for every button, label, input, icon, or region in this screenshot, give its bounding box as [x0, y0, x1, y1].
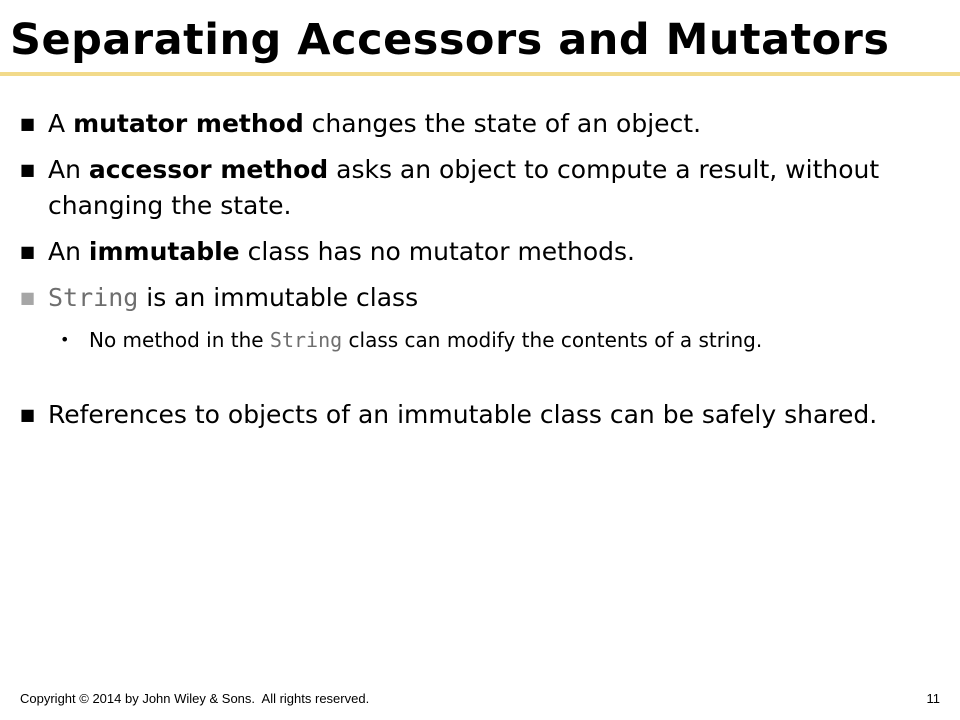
square-bullet-icon: ■ — [20, 160, 36, 179]
square-bullet-icon: ■ — [20, 242, 36, 261]
bullet-text: A mutator method changes the state of an object. — [48, 109, 702, 138]
code-string: String — [269, 328, 343, 352]
term-accessor-method: accessor method — [88, 155, 329, 184]
bullet-item-immutable — [20, 234, 950, 270]
bullet-text: References to objects of an immutable class can be safely shared. — [48, 400, 878, 429]
code-string: String — [48, 283, 139, 312]
dot-bullet-icon: • — [60, 330, 70, 349]
bullet-item-accessor — [20, 152, 950, 224]
bullet-item-references — [20, 397, 950, 433]
page-number: 11 — [926, 691, 940, 706]
sub-bullet-item-string — [60, 325, 910, 355]
term-immutable: immutable — [88, 237, 240, 266]
square-bullet-icon: ■ — [20, 288, 36, 307]
title-underline — [0, 72, 960, 76]
footer-copyright: Copyright © 2014 by John Wiley & Sons. All rights reserved. — [20, 691, 370, 706]
square-bullet-icon: ■ — [20, 114, 36, 133]
bullet-text: String is an immutable class — [48, 283, 419, 312]
bullet-item-string — [20, 280, 950, 316]
bullet-text: An accessor method asks an object to compute a result, without changing the state. — [48, 155, 880, 220]
sub-bullet-text: No method in the String class can modify the contents of a string. — [89, 328, 763, 352]
term-mutator-method: mutator method — [73, 109, 304, 138]
slide-title: Separating Accessors and Mutators — [10, 15, 890, 65]
square-bullet-icon: ■ — [20, 405, 36, 424]
bullet-item-mutator — [20, 106, 950, 142]
bullet-text: An immutable class has no mutator methods. — [48, 237, 635, 266]
